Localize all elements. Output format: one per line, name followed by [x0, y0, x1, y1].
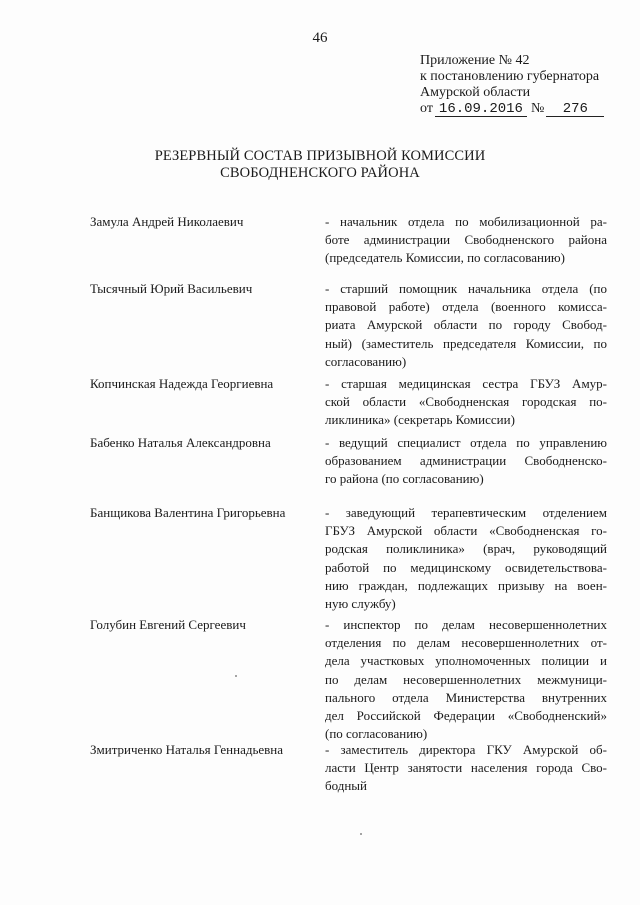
member-role-line: пального отдела Министерства внутренних	[325, 689, 607, 705]
member-role-line: правовой работе) отдела (военного комисса-	[325, 299, 607, 315]
member-role-line: ный) (заместитель председателя Комиссии, по	[325, 335, 607, 351]
member-role-line: бодный	[325, 778, 368, 794]
member-name: Змитриченко Наталья Геннадьевна	[90, 742, 284, 757]
member-name: Тысячный Юрий Васильевич	[90, 281, 253, 296]
member-name: Замула Андрей Николаевич	[90, 214, 244, 229]
member-role-line: - инспектор по делам несовершеннолетних	[325, 617, 607, 632]
appendix-date: 16.09.2016	[435, 102, 527, 117]
member-role-line: - ведущий специалист отдела по управлению	[325, 435, 607, 450]
member-role-line: ской области «Свободненская городская по-	[325, 394, 607, 410]
member-role-line: (председатель Комиссии, по согласованию)	[325, 250, 565, 266]
member-role-line: отделения по делам несовершеннолетних от-	[325, 635, 607, 651]
member-role	[325, 280, 607, 371]
member-role	[325, 375, 607, 430]
member-role-line: ГБУЗ Амурской области «Свободненская го-	[325, 523, 607, 539]
appendix-date-prefix: от	[420, 101, 433, 116]
member-role-line: согласованию)	[325, 353, 407, 369]
member-name: Банщикова Валентина Григорьевна	[90, 505, 286, 520]
scan-speck	[235, 675, 237, 677]
member-role-line: - заведующий терапевтическим отделением	[325, 505, 607, 520]
member-role-line: (по согласованию)	[325, 726, 428, 742]
appendix-line-1: Приложение № 42	[420, 53, 530, 68]
member-role-line: нию граждан, подлежащих призыву на воен-	[325, 577, 607, 593]
member-role-line: дел Российской Федерации «Свободненский»	[325, 708, 607, 724]
member-role-line: ликлиника» (секретарь Комиссии)	[325, 412, 515, 428]
member-role-line: - старший помощник начальника отдела (по	[325, 281, 607, 296]
member-role-line: - старшая медицинская сестра ГБУЗ Амур-	[325, 376, 607, 391]
document-title-line-2: СВОБОДНЕНСКОГО РАЙОНА	[220, 165, 420, 181]
member-name: Бабенко Наталья Александровна	[90, 435, 271, 450]
document-title-line-1: РЕЗЕРВНЫЙ СОСТАВ ПРИЗЫВНОЙ КОМИССИИ	[154, 148, 486, 164]
appendix-number: 276	[546, 102, 604, 117]
member-role-line: - заместитель директора ГКУ Амурской об-	[325, 742, 607, 757]
member-name: Копчинская Надежда Георгиевна	[90, 376, 274, 391]
member-name: Голубин Евгений Сергеевич	[90, 617, 246, 632]
member-role-line: работой по медицинскому освидетельствова-	[325, 559, 607, 575]
scan-speck	[360, 833, 362, 835]
member-role-line: го района (по согласованию)	[325, 471, 484, 487]
member-role-line: - начальник отдела по мобилизационной ра-	[325, 214, 607, 229]
member-role	[325, 434, 607, 489]
member-role-line: родская поликлиника» (врач, руководящий	[325, 541, 607, 557]
member-role-line: ную службу)	[325, 596, 396, 612]
appendix-line-2: к постановлению губернатора	[420, 69, 600, 84]
member-role	[325, 213, 607, 268]
member-role-line: ласти Центр занятости населения города Сво-	[325, 760, 607, 776]
appendix-number-sign: №	[530, 101, 545, 116]
member-role-line: образованием администрации Свободненско-	[325, 453, 607, 469]
member-role-line: риата Амурской области по городу Свобод-	[325, 317, 607, 333]
member-role-line: дела участковых уполномоченных полиции и	[325, 653, 607, 669]
appendix-line-3: Амурской области	[420, 85, 531, 100]
member-role	[325, 504, 607, 613]
member-role	[325, 616, 607, 743]
member-role-line: боте администрации Свободненского района	[325, 232, 607, 248]
page-number: 46	[312, 30, 328, 46]
member-role	[325, 741, 607, 796]
member-role-line: по делам несовершеннолетних межмуници-	[325, 671, 607, 687]
